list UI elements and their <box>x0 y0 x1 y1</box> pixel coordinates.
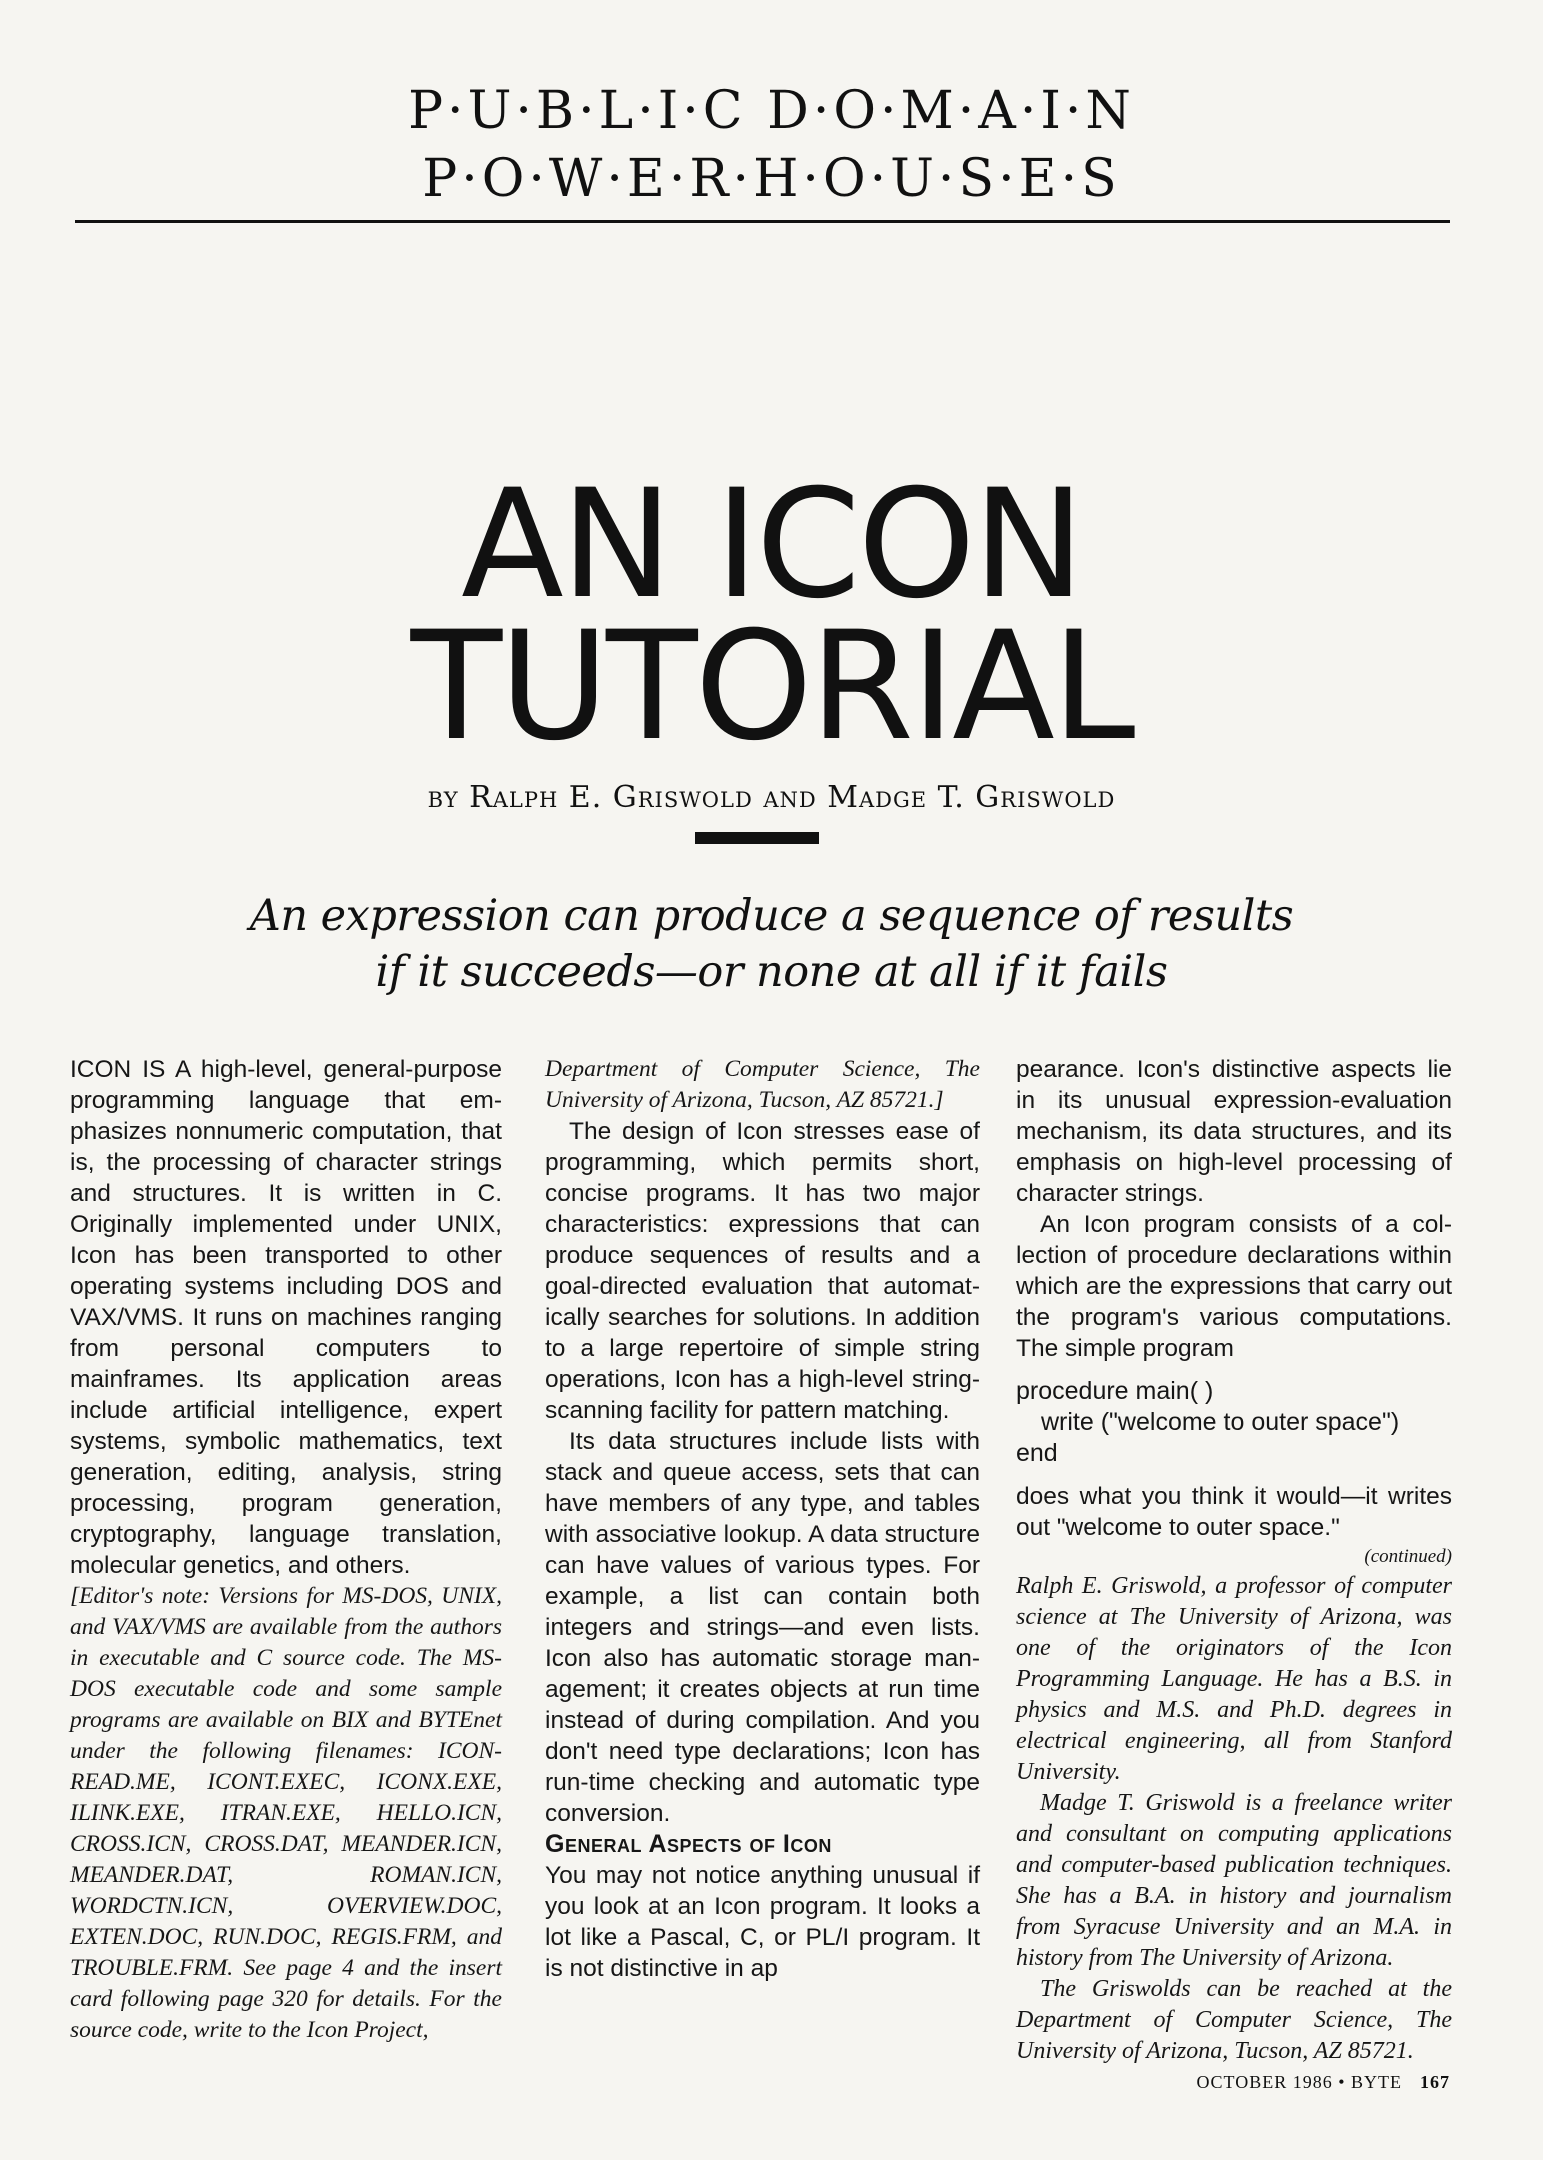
editors-note: [Editor's note: Versions for MS-DOS, UNIX, and VAX/VMS are available from the authors in executable and C source code. The MS-DOS executable code and some sample programs are available on BIX and BYTEnet under the following filenames: ICON-READ.ME, ICONT.EXEC, ICONX.EXE, ILINK.EXE, ITRAN.EXE, HELLO.ICN, CROSS.ICN, CROSS.DAT, MEANDER.ICN, MEANDER.DAT, ROMAN.ICN, WORDCTN.ICN, OVERVIEW.DOC, EXTEN.DOC, RUN.DOC, REGIS.FRM, and TROUBLE.FRM. See page 4 and the insert card following page 320 for details. For the source code, write to the Icon Project, <box>70 1583 502 2043</box>
editors-note-end: Department of Computer Science, The University of Arizona, Tucson, AZ 85721.] <box>545 1056 980 1113</box>
data-structures-paragraph: Its data structures include lists with stack and queue access, sets that can have members of any type, and tables with associative lookup. A data structure can have values of various types. For example, a list can contain both integers and strings—and even lists. Icon also has automatic storage management; it creates objects at run time instead of during compilation. And you don't need type declarations; Icon has run-time checking and automatic type conversion. <box>545 1428 980 1827</box>
column-3 <box>1016 1054 1452 2067</box>
bio-ralph: Ralph E. Griswold, a professor of computer science at The University of Arizona, was one of the originators of the Icon Programming Language. He has a B.S. in physics and M.S. and Ph.D. degrees in electrical engineering, all from Stanford University. <box>1016 1573 1452 1785</box>
design-paragraph: The design of Icon stresses ease of programming, which permits short, concise programs. It has two major characteristics: expressions that can produce sequences of results and a goal-directed evaluation that automatically searches for solutions. In addition to a large repertoire of simple string operations, Icon has a high-level string-scanning facility for pattern matching. <box>545 1118 980 1424</box>
column-2 <box>545 1054 980 1984</box>
title-line2: TUTORIAL <box>410 600 1133 774</box>
deck-line2: if it succeeds—or none at all if it fails <box>375 947 1168 997</box>
heading-rule <box>75 220 1450 223</box>
result-paragraph: does what you think it would—it writes out "welcome to outer space." <box>1016 1483 1452 1541</box>
code-sample <box>1016 1376 1452 1469</box>
appearance-paragraph: pearance. Icon's distinctive aspects lie in its unusual expression-evaluation mechanism, its data structures, and its emphasis on high-level processing of character strings. <box>1016 1056 1452 1207</box>
general-aspects-paragraph: You may not notice anything unusual if you look at an Icon program. It looks a lot like a Pascal, C, or PL/I program. It is not distinctive in ap <box>545 1862 980 1982</box>
intro-paragraph: ICON IS A high-level, general-purpose programming language that emphasizes nonnumeric computation, that is, the processing of character strings and structures. It is written in C. Originally implemented under UNIX, Icon has been transported to other operating systems including DOS and VAX/VMS. It runs on machines ranging from personal computers to mainframes. Its application areas include artificial intelligence, expert systems, symbolic mathematics, text generation, editing, analysis, string processing, program generation, cryptography, language translation, molecular genetics, and others. <box>70 1056 502 1579</box>
byline: by Ralph E. Griswold and Madge T. Griswold <box>427 780 1116 815</box>
program-paragraph: An Icon program consists of a collection of procedure declarations within which are the expressions that carry out the program's various computations. The simple program <box>1016 1211 1452 1362</box>
section-heading-line1: P·U·B·L·I·C D·O·M·A·I·N <box>408 81 1135 141</box>
page-footer <box>1197 2072 1450 2093</box>
page-number: 167 <box>1420 2072 1450 2092</box>
subhead-general-aspects: General Aspects of Icon <box>545 1830 832 1858</box>
bio-madge: Madge T. Griswold is a freelance writer and consultant on computing applications and computer-based publication techniques. She has a B.A. in history and journalism from Syracuse University and an M.A. in history from The University of Arizona. <box>1016 1790 1452 1971</box>
issue-label: OCTOBER 1986 • BYTE <box>1196 2072 1402 2092</box>
code-line-3: end <box>1016 1439 1058 1467</box>
code-line-2: write ("welcome to outer space") <box>1041 1408 1400 1436</box>
continued-label: (continued) <box>1364 1546 1452 1567</box>
byline-bar <box>695 832 819 844</box>
section-heading-line2: P·O·W·E·R·H·O·U·S·E·S <box>422 149 1121 209</box>
column-1 <box>70 1054 502 2046</box>
contact-info: The Griswolds can be reached at the Department of Computer Science, The University of Arizona, Tucson, AZ 85721. <box>1016 1976 1452 2064</box>
deck-line1: An expression can produce a sequence of results <box>249 891 1294 941</box>
title-line1: AN ICON <box>461 458 1082 632</box>
code-line-1: procedure main( ) <box>1016 1377 1214 1405</box>
